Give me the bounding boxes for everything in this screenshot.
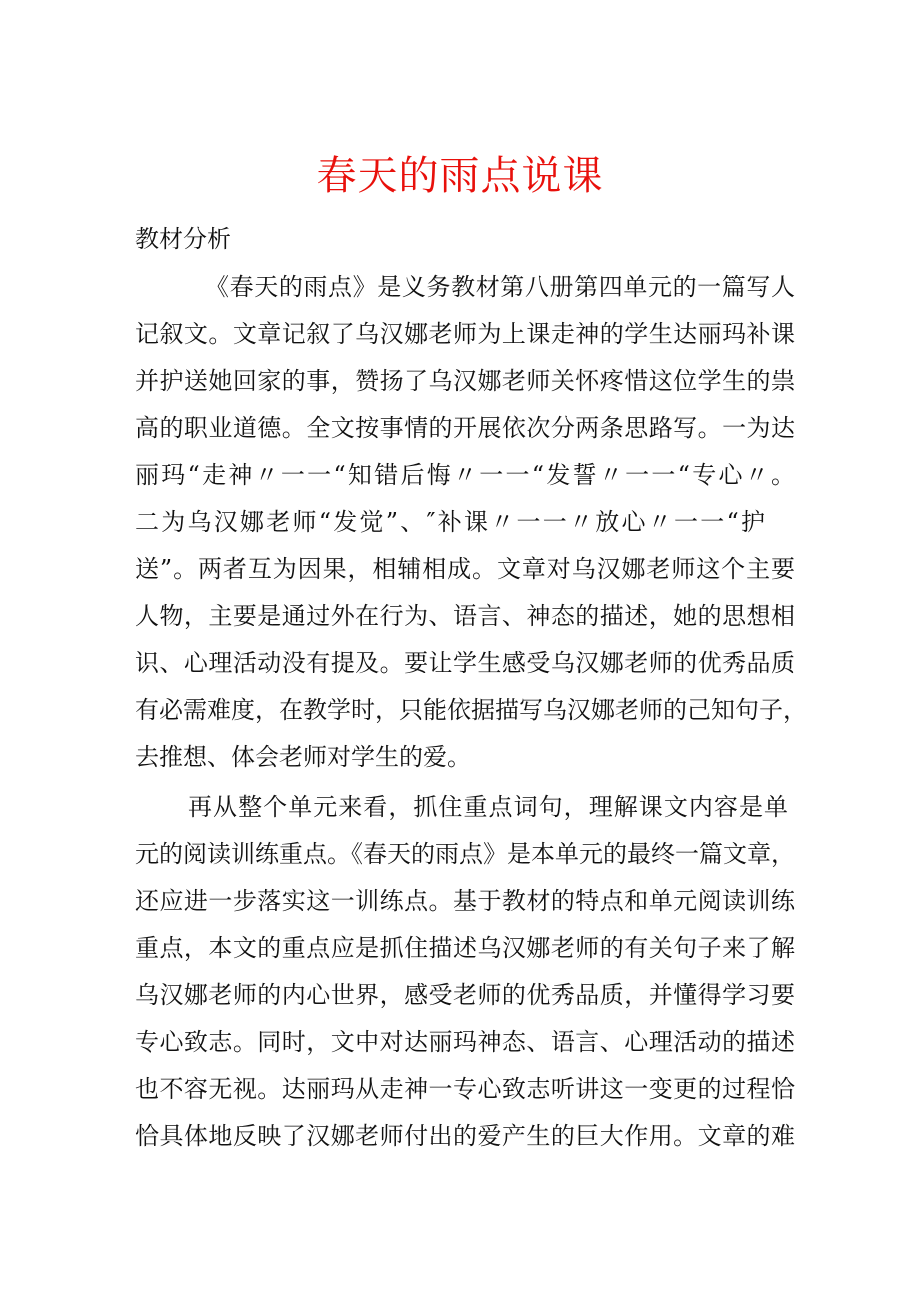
text-line: 重点，本文的重点应是抓住描述乌汉娜老师的有关句子来了解 [135,934,795,962]
text-line: 元的阅读训练重点。《春天的雨点》是本单元的最终一篇文章， [135,840,795,868]
text-line: 乌汉娜老师的内心世界，感受老师的优秀品质，并懂得学习要 [135,981,795,1009]
page-title: 春天的雨点说课 [316,153,604,199]
text-line: 专心致志。同时，文中对达丽玛神态、语言、心理活动的描述 [135,1028,795,1056]
text-line: 二为乌汉娜老师“发觉”、″补课〃一一〃放心〃一一“护 [135,508,765,536]
text-line: 并护送她回家的事，赞扬了乌汉娜老师关怀疼惜这位学生的祟 [135,367,795,395]
text-line: 高的职业道德。全文按事情的开展依次分两条思路写。一为达 [135,414,795,442]
section-heading: 教材分析 [135,225,231,253]
text-line: 还应进一步落实这一训练点。基于教材的特点和单元阅读训练 [135,887,795,915]
text-line: 有必需难度，在教学时，只能依据描写乌汉娜老师的己知句子， [135,696,807,724]
text-line: 识、心理活动没有提及。要让学生感受乌汉娜老师的优秀品质 [135,649,795,677]
text-line: 去推想、体会老师对学生的爱。 [135,743,471,771]
text-line: 送”。两者互为因果，相辅相成。文章对乌汉娜老师这个主要 [135,555,795,583]
text-line: 《春天的雨点》是义务教材第八册第四单元的一篇写人 [205,273,795,301]
text-line: 也不容无视。达丽玛从走神一专心致志听讲这一变更的过程恰 [135,1075,795,1103]
text-line: 人物，主要是通过外在行为、语言、神态的描述，她的思想相 [135,602,795,630]
text-line: 丽玛“走神〃一一“知错后悔〃一一“发誓〃一一“专心〃。 [135,461,795,489]
text-line: 再从整个单元来看，抓住重点词句，理解课文内容是单 [188,793,788,821]
text-line: 恰具体地反映了汉娜老师付出的爱产生的巨大作用。文章的难 [135,1122,795,1150]
text-line: 记叙文。文章记叙了乌汉娜老师为上课走神的学生达丽玛补课 [135,320,795,348]
